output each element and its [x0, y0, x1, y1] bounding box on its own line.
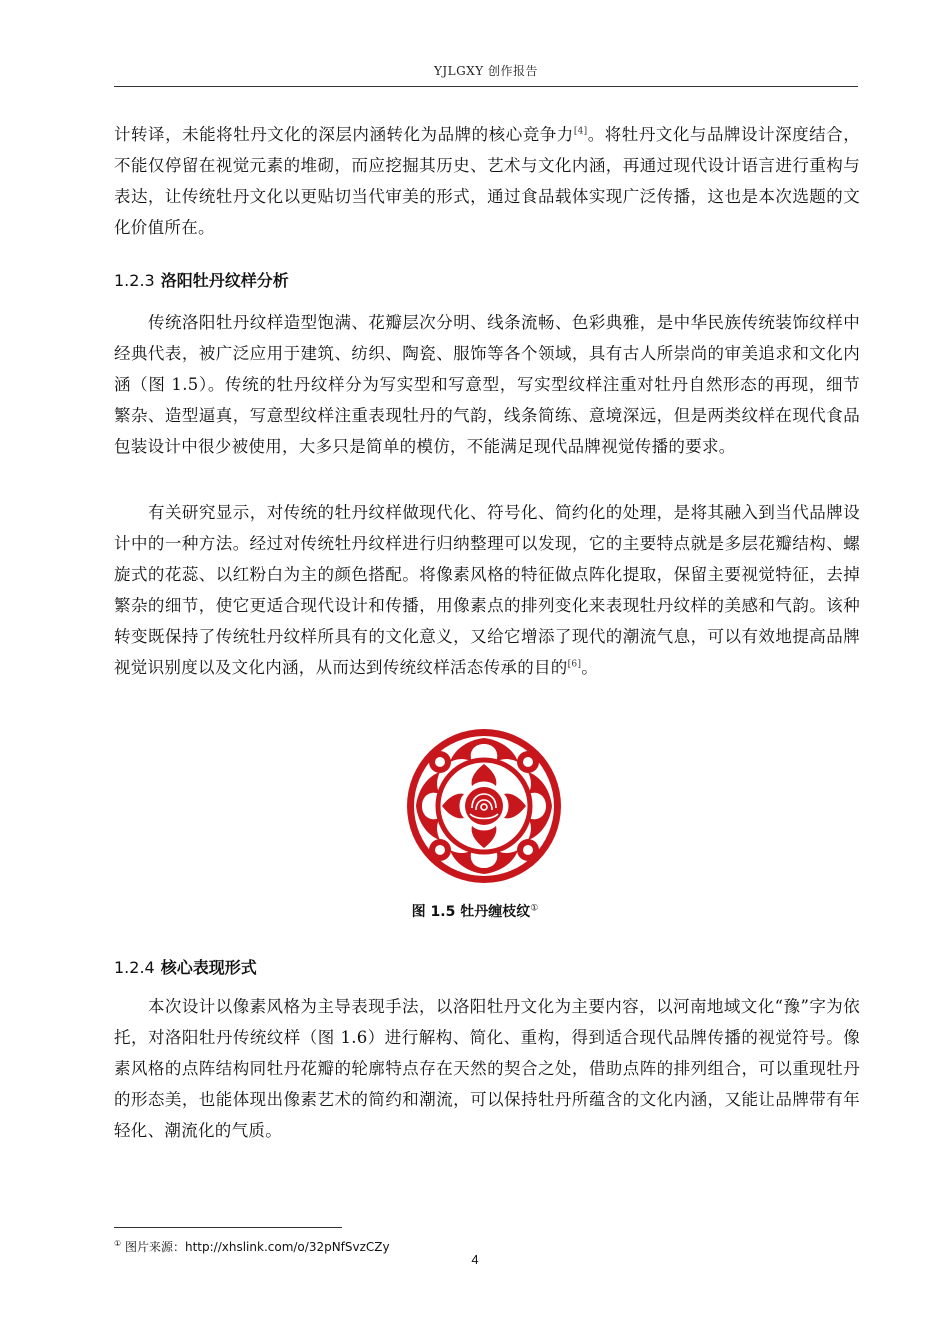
section-heading-1-2-4	[114, 955, 257, 978]
peony-pattern-image	[406, 728, 562, 884]
section-number: 1.2.4	[114, 958, 155, 977]
paragraph-pattern-analysis: 传统洛阳牡丹纹样造型饱满、花瓣层次分明、线条流畅、色彩典雅，是中华民族传统装饰纹样中经典代表，被广泛应用于建筑、纺织、陶瓷、服饰等各个领域，具有古人所崇尚的审美追求和文化内涵（图 1.5）。传统的牡丹纹样分为写实型和写意型，写实型纹样注重对牡丹自然形态的再现，细节繁杂、造型逼真，写意型纹样注重表现牡丹的气韵，线条简练、意境深远，但是两类纹样在现代食品包装设计中很少被使用，大多只是简单的模仿，不能满足现代品牌视觉传播的要求。	[114, 313, 860, 456]
footnote-mark: ①	[530, 903, 539, 914]
citation-ref: [4]	[573, 126, 588, 137]
paragraph-text: 有关研究显示，对传统的牡丹纹样做现代化、符号化、简约化的处理，是将其融入到当代品牌设计中的一种方法。经过对传统牡丹纹样进行归纳整理可以发现，它的主要特点就是多层花瓣结构、螺旋式的花蕊、以红粉白为主的颜色搭配。将像素风格的特征做点阵化提取，保留主要视觉特征，去掉繁杂的细节，使它更适合现代设计和传播，用像素点的排列变化来表现牡丹纹样的美感和气韵。该种转变既保持了传统牡丹纹样所具有的文化意义，又给它增添了现代的潮流气息，可以有效地提高品牌视觉识别度以及文化内涵，从而达到传统纹样活态传承的目的	[114, 503, 860, 677]
citation-ref: [6]	[567, 659, 582, 670]
caption-text: 图 1.5 牡丹缠枝纹	[411, 904, 531, 920]
footnote-text: 图片来源：http://xhslink.com/o/32pNfSvzCZy	[125, 1240, 390, 1254]
section-number: 1.2.3	[114, 271, 155, 290]
section-title: 核心表现形式	[160, 958, 257, 977]
footnote-mark: ①	[114, 1239, 122, 1248]
header-divider	[114, 86, 858, 87]
section-title: 洛阳牡丹纹样分析	[160, 271, 289, 290]
paragraph-research	[114, 497, 860, 683]
section-heading-1-2-3	[114, 268, 289, 291]
paragraph-core-form: 本次设计以像素风格为主导表现手法，以洛阳牡丹文化为主要内容，以河南地域文化“豫”字为依托，对洛阳牡丹传统纹样（图 1.6）进行解构、简化、重构，得到适合现代品牌传播的视觉符号。像素风格的点阵结构同牡丹花瓣的轮廓特点存在天然的契合之处，借助点阵的排列组合，可以重现牡丹的形态美，也能体现出像素艺术的简约和潮流，可以保持牡丹所蕴含的文化内涵，又能让品牌带有年轻化、潮流化的气质。	[114, 997, 860, 1140]
paragraph-text: 。将牡丹文化与品牌设计深度结合，不能仅停留在视觉元素的堆砌，而应挖掘其历史、艺术与文化内涵，再通过现代设计语言进行重构与表达，让传统牡丹文化以更贴切当代审美的形式，通过食品载体实现广泛传播，这也是本次选题的文化价值所在。	[114, 125, 860, 237]
page-header: YJLGXY 创作报告	[433, 64, 539, 78]
paragraph-text: 计转译，未能将牡丹文化的深层内涵转化为品牌的核心竞争力	[114, 125, 574, 144]
page-number: 4	[471, 1252, 479, 1267]
paragraph-cultural-value	[114, 119, 860, 243]
figure-caption	[0, 901, 950, 921]
paragraph-text: 。	[581, 658, 599, 677]
footnote-divider	[114, 1227, 342, 1228]
